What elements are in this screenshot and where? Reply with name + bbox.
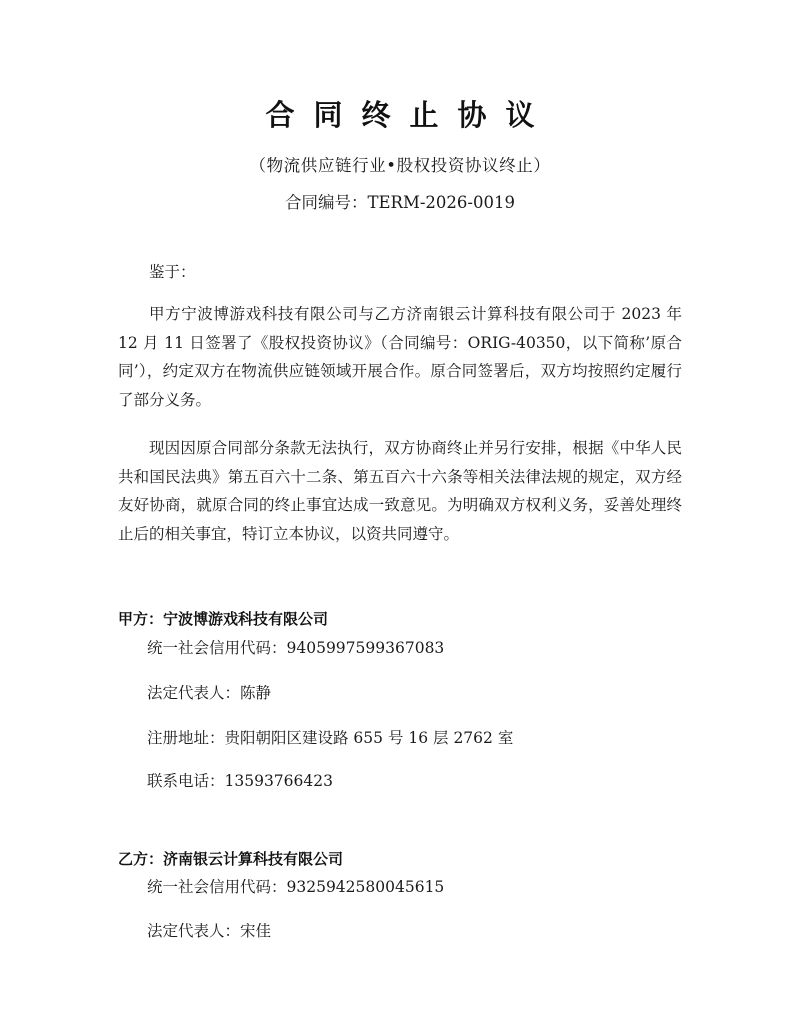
party-a-legal-rep: 法定代表人：陈静 <box>147 684 272 702</box>
party-b-legal-rep: 法定代表人：宋佳 <box>147 922 272 940</box>
party-a-address: 注册地址：贵阳朝阳区建设路 655 号 16 层 2762 室 <box>147 729 514 747</box>
party-b-credit-code: 统一社会信用代码：9325942580045615 <box>147 878 445 896</box>
document-subtitle: （物流供应链行业•股权投资协议终止） <box>249 156 551 175</box>
document-title: 合同终止协议 <box>265 98 554 132</box>
party-b-heading: 乙方：济南银云计算科技有限公司 <box>118 850 344 868</box>
party-a-credit-code: 统一社会信用代码：9405997599367083 <box>147 639 445 657</box>
contract-number: 合同编号：TERM-2026-0019 <box>284 193 515 212</box>
background-paragraph: 甲方宁波博游戏科技有限公司与乙方济南银云计算科技有限公司于 2023 年 12 月 11 日签署了《股权投资协议》（合同编号：ORIG-40350，以下简称’原合同’），约定双方在物流供应链领域开展合作。原合同签署后，双方均按照约定履行了部分义务。 <box>118 305 682 409</box>
whereas-label: 鉴于： <box>149 263 196 281</box>
party-a-phone: 联系电话：13593766423 <box>147 772 333 790</box>
party-a-heading: 甲方：宁波博游戏科技有限公司 <box>118 610 329 628</box>
termination-reason-paragraph: 现因因原合同部分条款无法执行，双方协商终止并另行安排，根据《中华人民共和国民法典》第五百六十二条、第五百六十六条等相关法律法规的规定，双方经友好协商，就原合同的终止事宜达成一致意见。为明确双方权利义务，妥善处理终止后的相关事宜，特订立本协议，以资共同遵守。 <box>118 439 682 543</box>
